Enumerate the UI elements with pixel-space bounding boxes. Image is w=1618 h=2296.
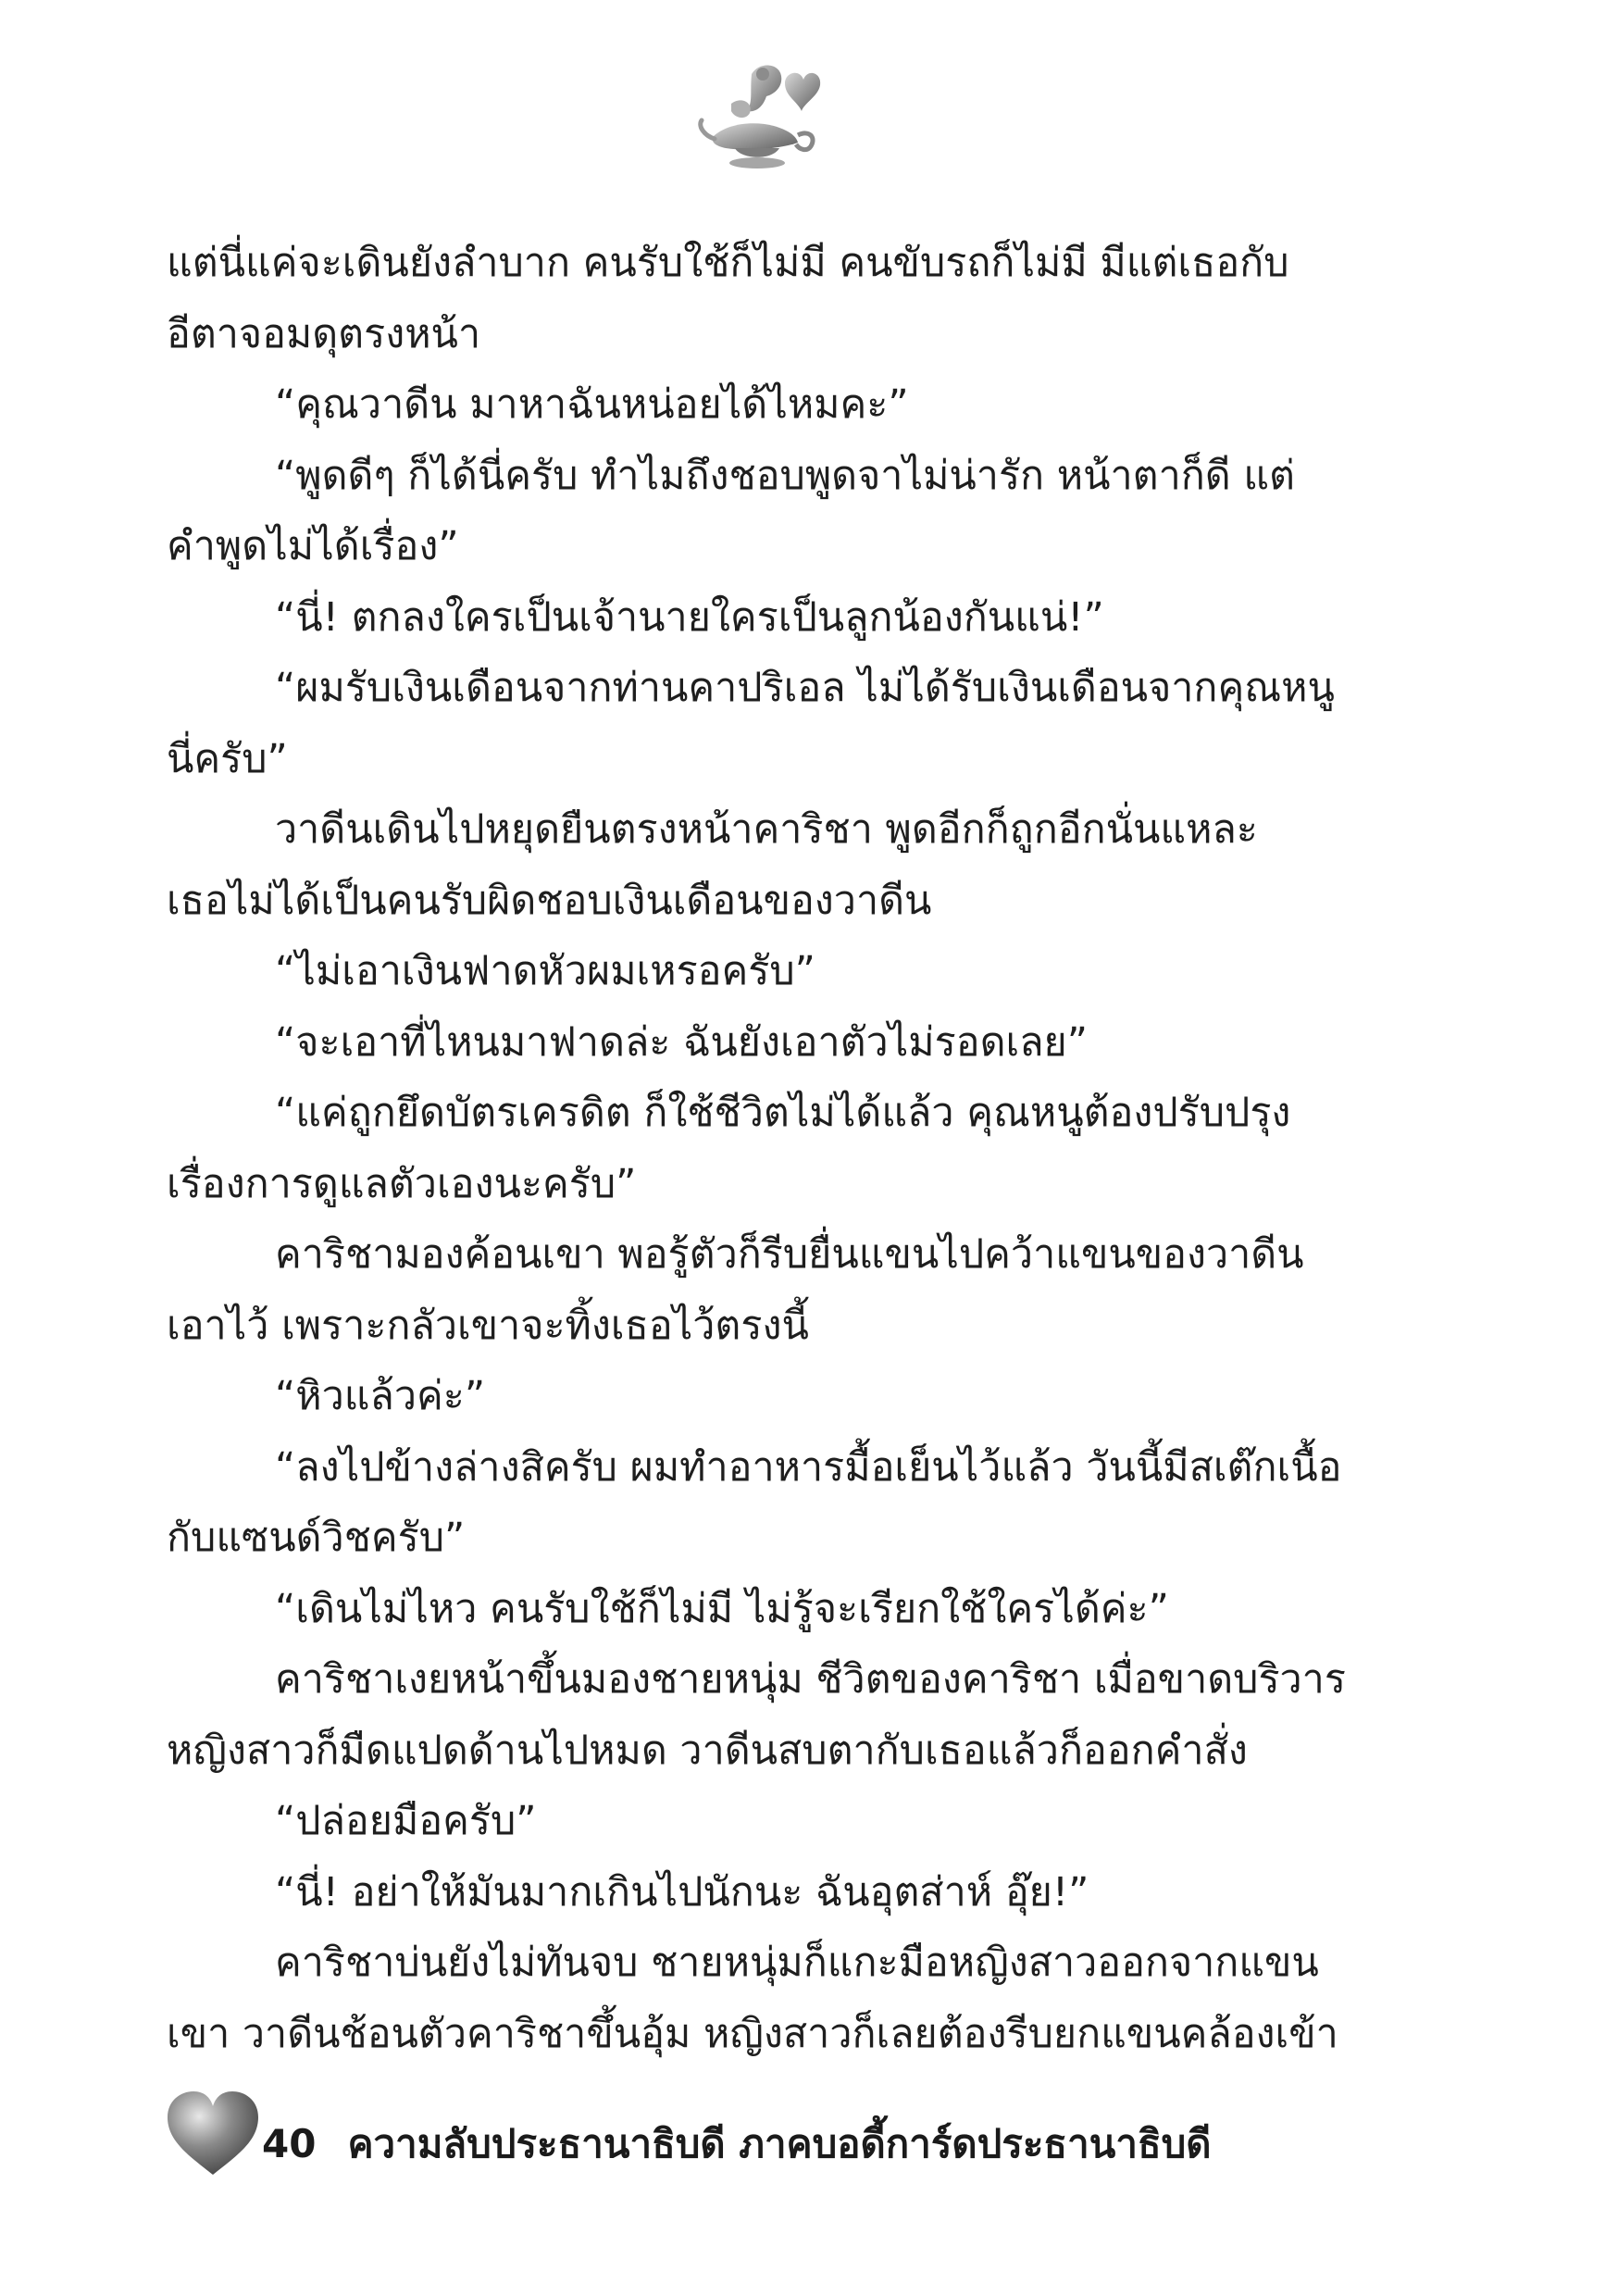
text-line: อีตาจอมดุตรงหน้า [167,310,481,357]
text-line: เรื่องการดูแลตัวเองนะครับ” [167,1160,637,1207]
footer-text [262,2114,1212,2175]
page-number: 40 [262,2121,317,2166]
text-line: “จะเอาที่ไหนมาฟาดล่ะ ฉันยังเอาตัวไม่รอดเลย” [275,1018,1089,1066]
text-line: วาดีนเดินไปหยุดยืนตรงหน้าคาริชา พูดอีกก็ถูกอีกนั่นแหละ [275,806,1258,853]
text-line: คำพูดไม่ได้เรื่อง” [167,523,459,569]
text-line: “ลงไปข้างล่างสิครับ ผมทำอาหารมื้อเย็นไว้แล้ว วันนี้มีสเต๊กเนื้อ [275,1443,1342,1491]
text-line: “คุณวาดีน มาหาฉันหน่อยได้ไหมคะ” [275,381,909,428]
text-line: หญิงสาวก็มืดแปดด้านไปหมด วาดีนสบตากับเธอแล้วก็ออกคำสั่ง [167,1727,1248,1774]
text-line: คาริชาบ่นยังไม่ทันจบ ชายหนุ่มก็แกะมือหญิงสาวออกจากแขน [275,1940,1319,1986]
text-line: แต่นี่แค่จะเดินยังลำบาก คนรับใช้ก็ไม่มี คนขับรถก็ไม่มี มีแต่เธอกับ [167,240,1289,286]
text-line: นี่ครับ” [167,735,288,782]
book-title: ความลับประธานาธิบดี ภาคบอดี้การ์ดประธานาธิบดี [347,2121,1212,2166]
text-line: “นี่! ตกลงใครเป็นเจ้านายใครเป็นลูกน้องกันแน่!” [275,593,1104,641]
text-line: “พูดดีๆ ก็ได้นี่ครับ ทำไมถึงชอบพูดจาไม่น่ารัก หน้าตาก็ดี แต่ [275,452,1295,499]
cupid-teapot-ornament-icon [694,56,824,176]
text-line: “ผมรับเงินเดือนจากท่านคาปริเอล ไม่ได้รับเงินเดือนจากคุณหนู [275,665,1335,711]
text-line: “แค่ถูกยึดบัตรเครดิต ก็ใช้ชีวิตไม่ได้แล้ว คุณหนูต้องปรับปรุง [275,1090,1291,1136]
text-line: คาริชาเงยหน้าขึ้นมองชายหนุ่ม ชีวิตของคาริชา เมื่อขาดบริวาร [275,1656,1346,1703]
text-line: “เดินไม่ไหว คนรับใช้ก็ไม่มี ไม่รู้จะเรียกใช้ใครได้ค่ะ” [275,1585,1169,1632]
text-line: เอาไว้ เพราะกลัวเขาจะทิ้งเธอไว้ตรงนี้ [167,1302,809,1349]
text-line: “ไม่เอาเงินฟาดหัวผมเหรอครับ” [275,948,815,994]
text-line: คาริชามองค้อนเขา พอรู้ตัวก็รีบยื่นแขนไปคว้าแขนของวาดีน [275,1231,1304,1278]
body-text [167,228,1361,2069]
text-line: เธอไม่ได้เป็นคนรับผิดชอบเงินเดือนของวาดีน [167,877,932,924]
text-line: “ปล่อยมือครับ” [275,1798,537,1844]
page-footer [162,2088,1458,2190]
text-line: เขา วาดีนช้อนตัวคาริชาขึ้นอุ้ม หญิงสาวก็เลยต้องรีบยกแขนคล้องเข้า [167,2010,1338,2057]
heart-icon [162,2088,264,2180]
text-line: กับแซนด์วิชครับ” [167,1515,466,1561]
text-line: “หิวแล้วค่ะ” [275,1373,486,1419]
text-line: “นี่! อย่าให้มันมากเกินไปนักนะ ฉันอุตส่าห์ อุ๊ย!” [275,1868,1089,1915]
